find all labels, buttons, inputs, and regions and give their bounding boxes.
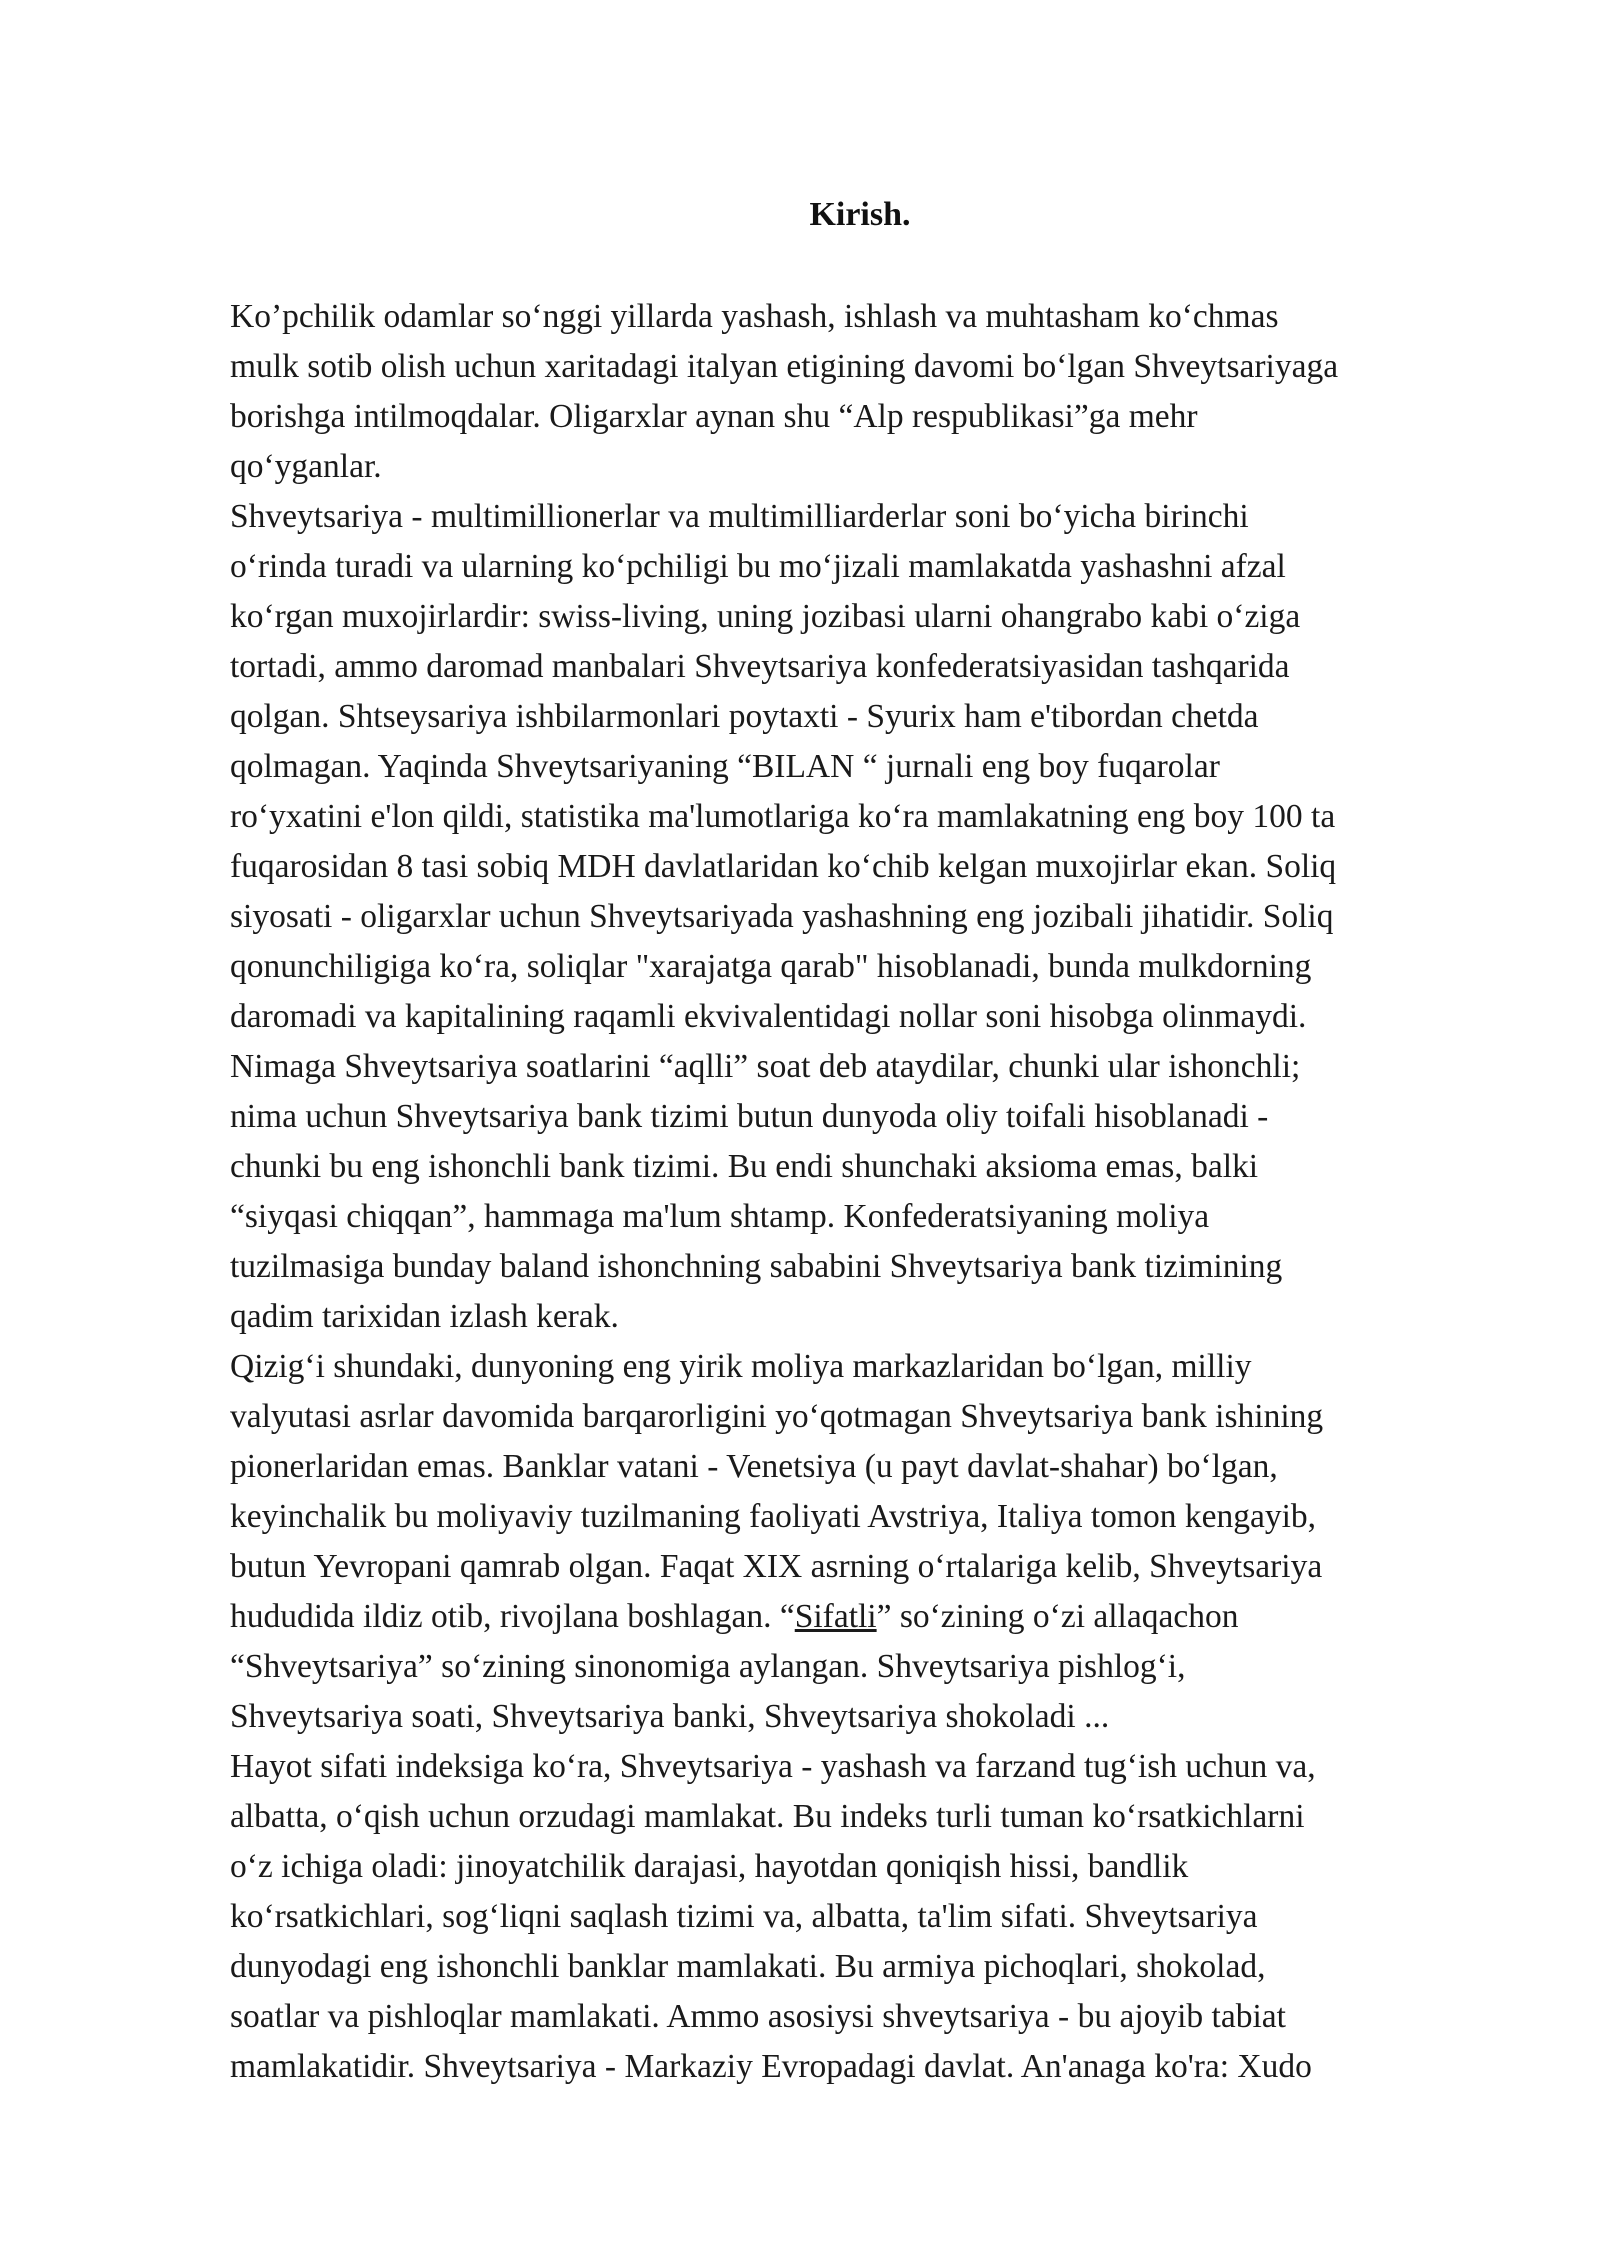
text-line: pionerlaridan emas. Banklar vatani - Venetsiya (u payt davlat-shahar) bo‘lgan, [230,1448,1278,1485]
text-line: butun Yevropani qamrab olgan. Faqat XIX asrning o‘rtalariga kelib, Shveytsariya [230,1548,1323,1585]
text-line: fuqarosidan 8 tasi sobiq MDH davlatlaridan ko‘chib kelgan muxojirlar ekan. Soliq [230,848,1337,885]
text-line: Hayot sifati indeksiga ko‘ra, Shveytsariya - yashash va farzand tug‘ish uchun va, [230,1748,1316,1785]
text-line: “siyqasi chiqqan”, hammaga ma'lum shtamp. Konfederatsiyaning moliya [230,1198,1210,1235]
document-body [230,292,1530,2092]
text-line: chunki bu eng ishonchli bank tizimi. Bu endi shunchaki aksioma emas, balki [230,1148,1259,1185]
text-line: qonunchiligiga ko‘ra, soliqlar "xarajatga qarab" hisoblanadi, bunda mulkdorning [230,948,1312,985]
text-line: qo‘yganlar. [230,448,382,485]
text-line: Ko’pchilik odamlar so‘nggi yillarda yashash, ishlash va muhtasham ko‘chmas [230,298,1279,335]
text-line: daromadi va kapitalining raqamli ekvivalentidagi nollar soni hisobga olinmaydi. [230,998,1307,1035]
text-line: soatlar va pishloqlar mamlakati. Ammo asosiysi shveytsariya - bu ajoyib tabiat [230,1998,1286,2035]
text-line: Shveytsariya - multimillionerlar va multimilliarderlar soni bo‘yicha birinchi [230,498,1249,535]
document-title: Kirish. [809,196,911,233]
text-line: mamlakatidir. Shveytsariya - Markaziy Evropadagi davlat. An'anaga ko'ra: Xudo [230,2048,1312,2085]
text-line: “Shveytsariya” so‘zining sinonomiga aylangan. Shveytsariya pishlog‘i, [230,1648,1186,1685]
text-line: albatta, o‘qish uchun orzudagi mamlakat. Bu indeks turli tuman ko‘rsatkichlarni [230,1798,1305,1835]
text-line: mulk sotib olish uchun xaritadagi italyan etigining davomi bo‘lgan Shveytsariyaga [230,348,1339,385]
text-line: tortadi, ammo daromad manbalari Shveytsariya konfederatsiyasidan tashqarida [230,648,1290,685]
text-line: siyosati - oligarxlar uchun Shveytsariyada yashashning eng jozibali jihatidir. Soliq [230,898,1334,935]
text-segment: ” so‘zining o‘zi allaqachon [876,1598,1239,1635]
text-line: qolmagan. Yaqinda Shveytsariyaning “BILAN “ jurnali eng boy fuqarolar [230,748,1220,785]
text-line: Shveytsariya soati, Shveytsariya banki, Shveytsariya shokoladi ... [230,1698,1110,1735]
text-line: dunyodagi eng ishonchli banklar mamlakati. Bu armiya pichoqlari, shokolad, [230,1948,1266,1985]
text-line: o‘rinda turadi va ularning ko‘pchiligi bu mo‘jizali mamlakatda yashashni afzal [230,548,1286,585]
text-line: nima uchun Shveytsariya bank tizimi butun dunyoda oliy toifali hisoblanadi - [230,1098,1269,1135]
text-line: ro‘yxatini e'lon qildi, statistika ma'lumotlariga ko‘ra mamlakatning eng boy 100 ta [230,798,1336,835]
text-segment: hududida ildiz otib, rivojlana boshlagan. “ [230,1598,795,1635]
text-line: tuzilmasiga bunday baland ishonchning sababini Shveytsariya bank tizimining [230,1248,1283,1285]
text-line: valyutasi asrlar davomida barqarorligini yo‘qotmagan Shveytsariya bank ishining [230,1398,1324,1435]
text-line: Nimaga Shveytsariya soatlarini “aqlli” soat deb ataydilar, chunki ular ishonchli; [230,1048,1301,1085]
text-line: qolgan. Shtseysariya ishbilarmonlari poytaxti - Syurix ham e'tibordan chetda [230,698,1259,735]
text-line: borishga intilmoqdalar. Oligarxlar aynan shu “Alp respublikasi”ga mehr [230,398,1198,435]
text-line: ko‘rgan muxojirlardir: swiss-living, uning jozibasi ularni ohangrabo kabi o‘ziga [230,598,1301,635]
text-line-sifatli [230,1592,1530,1642]
text-line: qadim tarixidan izlash kerak. [230,1298,619,1335]
sifatli-underlined-word: Sifatli [794,1598,877,1635]
text-line: keyinchalik bu moliyaviy tuzilmaning faoliyati Avstriya, Italiya tomon kengayib, [230,1498,1317,1535]
text-line: ko‘rsatkichlari, sog‘liqni saqlash tizimi va, albatta, ta'lim sifati. Shveytsariya [230,1898,1258,1935]
text-line: Qizig‘i shundaki, dunyoning eng yirik moliya markazlaridan bo‘lgan, milliy [230,1348,1252,1385]
text-line: o‘z ichiga oladi: jinoyatchilik darajasi, hayotdan qoniqish hissi, bandlik [230,1848,1189,1885]
